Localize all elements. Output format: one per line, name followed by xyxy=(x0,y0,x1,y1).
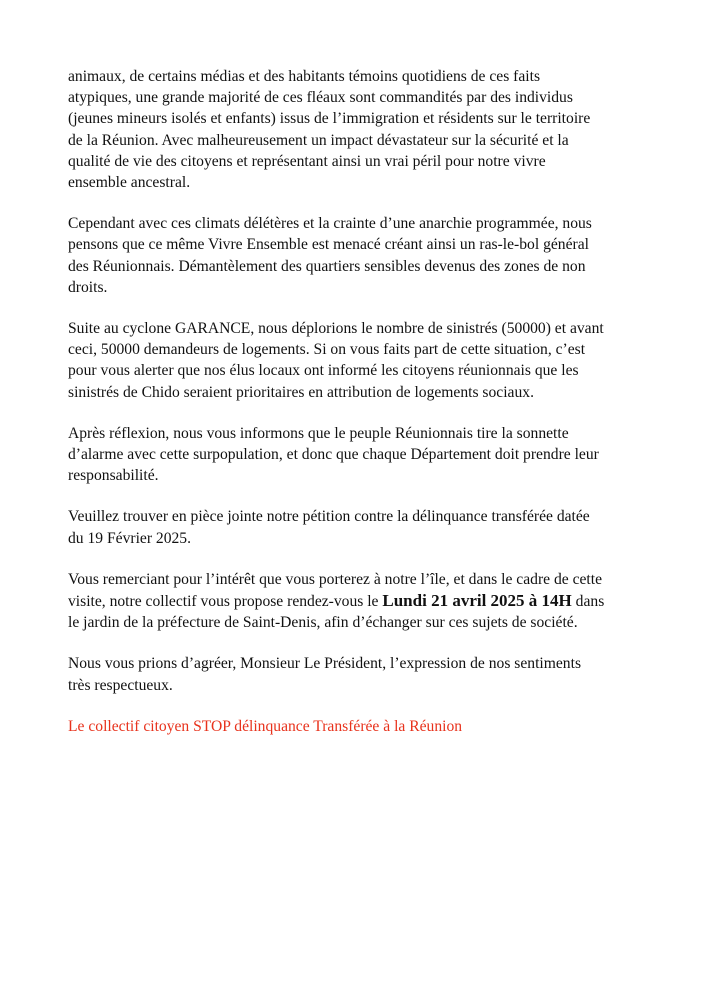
signature: Le collectif citoyen STOP délinquance Transférée à la Réunion xyxy=(68,717,463,735)
paragraph-surpopulation: Après réflexion, nous vous informons que le peuple Réunionnais tire la sonnette d’alarme avec cette surpopulation, et donc que chaque Département doit prendre leur responsabilité. xyxy=(68,424,599,485)
letter-body xyxy=(68,66,643,737)
meeting-date: Lundi 21 avril 2025 à 14H xyxy=(382,591,572,611)
paragraph-petition: Veuillez trouver en pièce jointe notre pétition contre la délinquance transférée datée du 19 Février 2025. xyxy=(68,508,590,547)
meeting-text-after: dans le jardin de la préfecture de Saint-Denis, afin d’échanger sur ces sujets de société. xyxy=(68,593,605,632)
paragraph-cyclone-garance: Suite au cyclone GARANCE, nous déplorions le nombre de sinistrés (50000) et avant ceci, 50000 demandeurs de logements. Si on vous faits part de cette situation, c’est pour vous alerter que nos élus locaux ont informé les citoyens réunionnais que les sinistrés de Chido seraient prioritaires en attribution de logements sociaux. xyxy=(68,320,604,401)
meeting-text-before: Vous remerciant pour l’intérêt que vous porterez à notre l’île, et dans le cadre de cette visite, notre collectif vous propose rendez-vous le xyxy=(68,570,603,611)
paragraph-closing: Nous vous prions d’agréer, Monsieur Le Président, l’expression de nos sentiments très respectueux. xyxy=(68,655,582,694)
paragraph-impact: animaux, de certains médias et des habitants témoins quotidiens de ces faits atypiques, une grande majorité de ces fléaux sont commandités par des individus (jeunes mineurs isolés et enfants) issus de l’immigration et résidents sur le territoire de la Réunion. Avec malheureusement un impact dévastateur sur la sécurité et la qualité de vie des citoyens et représentant ainsi un vrai péril pour notre vivre ensemble ancestral. xyxy=(68,68,591,192)
paragraph-meeting xyxy=(68,569,643,634)
paragraph-vivre-ensemble: Cependant avec ces climats délétères et la crainte d’une anarchie programmée, nous pensons que ce même Vivre Ensemble est menacé créant ainsi un ras-le-bol général des Réunionnais. Démantèlement des quartiers sensibles devenus des zones de non droits. xyxy=(68,215,592,296)
